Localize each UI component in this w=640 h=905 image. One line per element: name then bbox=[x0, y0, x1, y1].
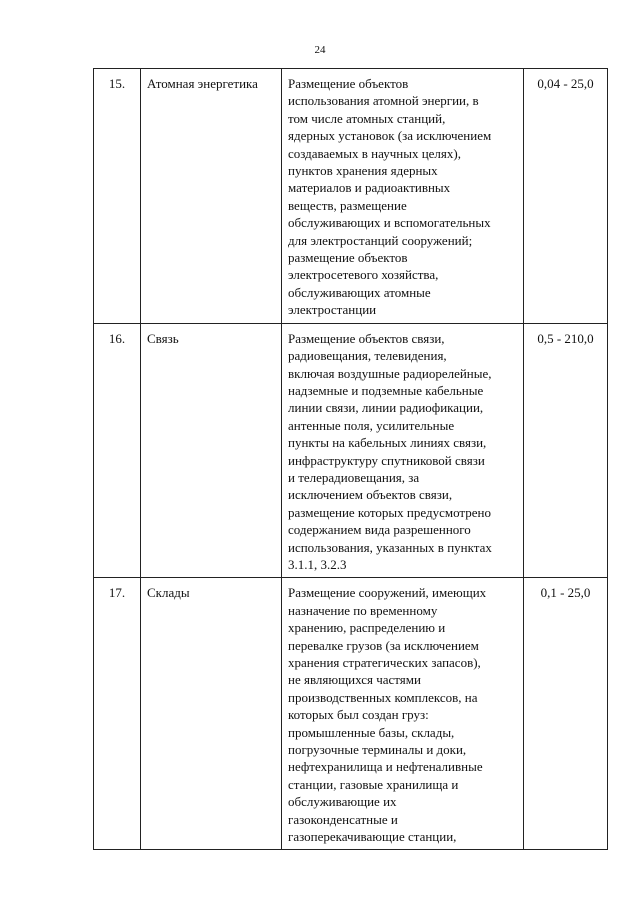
land-use-table bbox=[93, 68, 608, 850]
use-type-description: Размещение объектов связи, радиовещания, телевидения, включая воздушные радиорелейные, надземные и подземные кабельные линии связи, линии радиофикации, антенные поля, усилительные пункты на кабельных линиях связи, инфраструктуру спутниковой связи и телерадиовещания, за исключением объектов связи, размещение которых предусмотрено содержанием вида разрешенного использования, указанных в пунктах 3.1.1, 3.2.3 bbox=[282, 323, 524, 578]
area-range: 0,5 - 210,0 bbox=[524, 323, 608, 578]
use-type-description: Размещение сооружений, имеющих назначение по временному хранению, распределению и перевалке грузов (за исключением хранения стратегических запасов), не являющихся частями производственных комплексов, на которых был создан груз: промышленные базы, склады, погрузочные терминалы и доки, нефтехранилища и нефтеналивные станции, газовые хранилища и обслуживающие их газоконденсатные и газоперекачивающие станции, bbox=[282, 578, 524, 850]
row-number: 15. bbox=[94, 69, 141, 324]
table-row bbox=[94, 578, 608, 850]
use-type-name: Склады bbox=[141, 578, 282, 850]
area-range: 0,04 - 25,0 bbox=[524, 69, 608, 324]
use-type-name: Атомная энергетика bbox=[141, 69, 282, 324]
table-row bbox=[94, 69, 608, 324]
table-row bbox=[94, 323, 608, 578]
page-number: 24 bbox=[314, 44, 326, 56]
area-range: 0,1 - 25,0 bbox=[524, 578, 608, 850]
row-number: 17. bbox=[94, 578, 141, 850]
row-number: 16. bbox=[94, 323, 141, 578]
use-type-name: Связь bbox=[141, 323, 282, 578]
use-type-description: Размещение объектов использования атомной энергии, в том числе атомных станций, ядерных установок (за исключением создаваемых в научных целях), пунктов хранения ядерных материалов и радиоактивных веществ, размещение обслуживающих и вспомогательных для электростанций сооружений; размещение объектов электросетевого хозяйства, обслуживающих атомные электростанции bbox=[282, 69, 524, 324]
